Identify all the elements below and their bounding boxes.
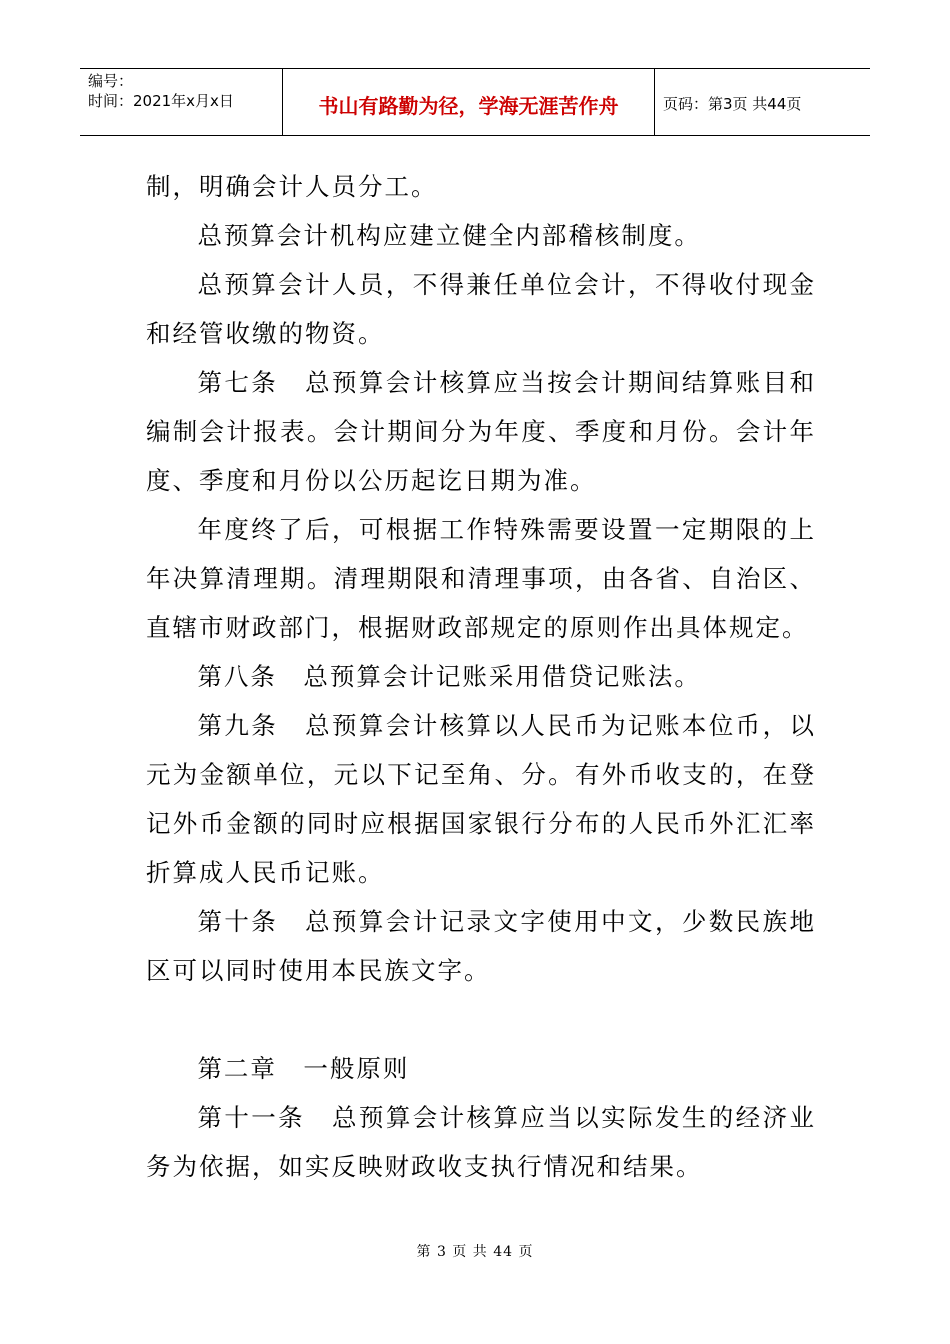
document-number-label: 编号： <box>88 72 134 90</box>
document-body <box>146 162 816 1191</box>
paragraph: 总预算会计人员，不得兼任单位会计，不得收付现金和经管收缴的物资。 <box>146 270 816 348</box>
document-time: 时间：2021年x月x日 <box>88 92 234 110</box>
chapter-heading: 第二章 一般原则 <box>197 1054 410 1083</box>
paragraph: 总预算会计机构应建立健全内部稽核制度。 <box>197 221 701 250</box>
header-meta <box>80 69 283 135</box>
paragraph: 年度终了后，可根据工作特殊需要设置一定期限的上年决算清理期。清理期限和清理事项，由各省、自治区、直辖市财政部门，根据财政部规定的原则作出具体规定。 <box>146 515 816 642</box>
paragraph: 第十条 总预算会计记录文字使用中文，少数民族地区可以同时使用本民族文字。 <box>146 907 816 985</box>
paragraph: 第七条 总预算会计核算应当按会计期间结算账目和编制会计报表。会计期间分为年度、季度和月份。会计年度、季度和月份以公历起讫日期为准。 <box>146 368 816 495</box>
page-header <box>80 68 870 136</box>
paragraph: 第十一条 总预算会计核算应当以实际发生的经济业务为依据，如实反映财政收支执行情况和结果。 <box>146 1103 816 1181</box>
paragraph: 第八条 总预算会计记账采用借贷记账法。 <box>197 662 701 691</box>
paragraph: 第九条 总预算会计核算以人民币为记账本位币，以元为金额单位，元以下记至角、分。有外币收支的，在登记外币金额的同时应根据国家银行分布的人民币外汇汇率折算成人民币记账。 <box>146 711 816 887</box>
page-footer: 第 3 页 共 44 页 <box>416 1244 534 1260</box>
header-page-info: 页码：第3页 共44页 <box>663 94 802 113</box>
section-gap <box>146 995 816 1044</box>
header-motto: 书山有路勤为径，学海无涯苦作舟 <box>283 69 655 135</box>
paragraph: 制，明确会计人员分工。 <box>146 172 438 201</box>
